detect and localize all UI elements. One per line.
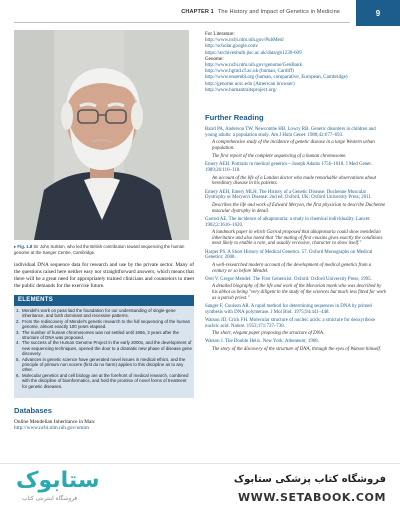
genome-link[interactable]: http://www.ensembl.org (human, comparative, European, Cambridge) [205, 74, 348, 81]
literature-link[interactable]: http://scholar.google.com/ [205, 43, 259, 50]
elements-item: 4. The success of the Human Genome Project in the early 2000s, and the development of new sequencing techniques, opened the door to a dramatic new phase of disease gene discovery. [16, 340, 192, 357]
reference-entry [205, 277, 387, 302]
page-header [0, 0, 400, 28]
header-rule [14, 22, 350, 23]
reference-citation: Orel V. Gregor Mendel: The First Geneticist. Oxford: Oxford University Press; 1995. [205, 276, 372, 282]
setabook-logo[interactable] [16, 468, 126, 508]
databases-line: Online Mendelian Inheritance in Man: [14, 419, 96, 425]
reference-citation: Sanger F, Coulson AR. A rapid method for determining sequences in DNA by primed synthesis with DNA polymerase. J Mol Biol. 1975;94:441–448. [205, 304, 372, 315]
elements-item: 1. Mendel's work on peas laid the foundation for our understanding of single-gene inheritance, and both dominant and recessive patterns. [16, 308, 176, 319]
page-number: 9 [356, 0, 400, 26]
reference-entry [205, 154, 387, 160]
further-reading-title: Further Reading [205, 113, 264, 122]
portrait-photo [14, 30, 189, 240]
literature-link[interactable]: http://www.ncbi.nlm.nih.gov/PubMed/ [205, 37, 284, 44]
databases-title: Databases [14, 406, 52, 415]
figure-caption-text: Sir John Sulston, who led the British contribution toward sequencing the human genome at the Sanger Centre, Cambridge. [14, 244, 185, 255]
footer-banner [0, 463, 400, 513]
reference-citation: Baird PA, Anderson TW, Newcombe HB, Lowry RB. Genetic disorders in children and young adults: a population study. Am J Hum Genet. 1988;42:677–693. [205, 127, 376, 138]
literature-label: For Literature: [205, 31, 235, 37]
reference-note: Describes the life and work of Edward Meryon, the first physician to describe Duchenne muscular dystrophy in detail. [212, 202, 386, 214]
footer-store-name: فروشگاه کتاب پزشکی ستابوک [233, 474, 386, 485]
literature-link[interactable]: https://archivesbulb.jisc.ac.uk/data/gb1239-609 [205, 49, 302, 56]
reference-note: A detailed biography of the life and work of the Moravian monk who was described by his abbot as being "very diligent in the study of the sciences but much less fitted for work as a parish priest." [212, 284, 387, 301]
genome-link[interactable]: http://www.hgmd.cf.ac.uk (human, Cardiff) [205, 68, 294, 75]
reference-note: A well-researched modern account of the development of medical genetics from a century or so before Mendel. [212, 262, 372, 274]
reference-note: A comprehensive study of the incidence of genetic disease in a large Western urban population. [212, 140, 375, 151]
logo-wordmark: ستابوک [16, 468, 100, 493]
reference-entry [205, 318, 387, 337]
reference-citation: Watson JD, Crick FH. Molecular structure of nucleic acids: a structure for deoxyribose nucleic acid. Nature. 1953;171:737–738. [205, 318, 375, 329]
reference-entry [205, 217, 387, 248]
chapter-title: The History and Impact of Genetics in Medicine [217, 9, 340, 15]
resources-list [205, 31, 387, 93]
genome-label: Genome: [205, 55, 224, 62]
reference-citation: Harper PS. A Short History of Medical Genetics. 57. Oxford Monographs on Medical Genetics; 2008. [205, 249, 373, 261]
genome-link[interactable]: http://www.humantraitsproject.org/ [205, 86, 277, 93]
reference-citation: Watson J. The Double Helix. New York: Atheneum; 1968. [205, 339, 319, 345]
reference-citation: Emery AEH. Portraits in medical genetics—Joseph Adams 1756–1818. J Med Genet. 1989;26:116–118. [205, 162, 372, 174]
reference-note: An account of the life of a London doctor who made remarkable observations about hereditary disease in his patients. [212, 175, 377, 187]
reference-note: The first report of the complete sequencing of a human chromosome. [212, 154, 347, 160]
left-body-paragraph: individual DNA sequence data for research and use by the private sector. Many of the questions raised here neither easy nor straightforward answers, which means that there will be a great need for appropriately trained clinicians and counselors to meet the public demands for the exercise future. [14, 262, 194, 289]
elements-title: ELEMENTS [14, 295, 194, 306]
reference-citation: Emery AEH, Emery MLH. The History of a Genetic Disease: Duchenne Muscular Dystrophy or Meryon's Disease. 2nd ed. Oxford, UK: Oxford University Press; 2011. [205, 189, 373, 201]
databases-text [14, 419, 194, 431]
footer-website-link[interactable]: WWW.SETABOOK.COM [237, 491, 386, 504]
elements-item: 2. From the rediscovery of Mendel's genetic research to the full sequencing of the human genome, almost exactly 100 years elapsed. [16, 318, 191, 330]
logo-subtitle: فروشگاه اینترنتی کتاب [22, 496, 78, 502]
running-head [181, 9, 340, 15]
genome-link[interactable]: http://genome.ucsc.edu (American browser) [205, 80, 295, 87]
reference-entry [205, 304, 387, 316]
elements-item: 5. Advances in genetic science have generated novel issues in medical ethics, and the principle of primum non nocere (first do no harm) applies to this discipline as to any other. [16, 356, 186, 373]
elements-item: 6. Molecular genetics and cell biology are at the forefront of medical research, combined with the discipline of bioinformatics, and hold the promise of novel forms of treatment for genetic diseases. [16, 372, 189, 389]
elements-item: 3. The number of human chromosomes was not settled until 1956, 3 years after the structure of DNA was proposed. [16, 329, 179, 341]
reference-entry [205, 339, 387, 352]
omim-link[interactable]: http://www.ncbi.nlm.nih.gov/omim [14, 425, 89, 432]
figure-caption [14, 244, 192, 256]
reference-note: The story of the discovery of the structure of DNA, through the eyes of Watson himself. [212, 346, 382, 352]
further-reading-list [205, 127, 387, 355]
caption-arrow-icon: ▸ [14, 244, 17, 249]
reference-entry [205, 162, 387, 187]
reference-note: The short, elegant paper proposing the structure of DNA. [212, 331, 325, 337]
genome-link[interactable]: http://www.ncbi.nlm.nih.gov/genome/GenBank [205, 62, 303, 69]
reference-entry [205, 127, 387, 152]
reference-entry [205, 250, 387, 275]
figure-label: Fig. 1.8 [17, 244, 33, 249]
reference-entry [205, 190, 387, 215]
reference-citation: Garrod AE. The incidence of alkaptonuria: a study in chemical individuality. Lancet. 1902;2:1616–1620. [205, 216, 371, 228]
chapter-label: CHAPTER 1 [181, 9, 214, 15]
elements-list [16, 308, 192, 389]
reference-note: A landmark paper in which Garrod proposed that alkaptonuria could show mendelian inheritance and also noted that "the mating of first cousins gives exactly the conditions most likely to enable a rare, and usually recessive, character to show itself." [212, 229, 383, 247]
